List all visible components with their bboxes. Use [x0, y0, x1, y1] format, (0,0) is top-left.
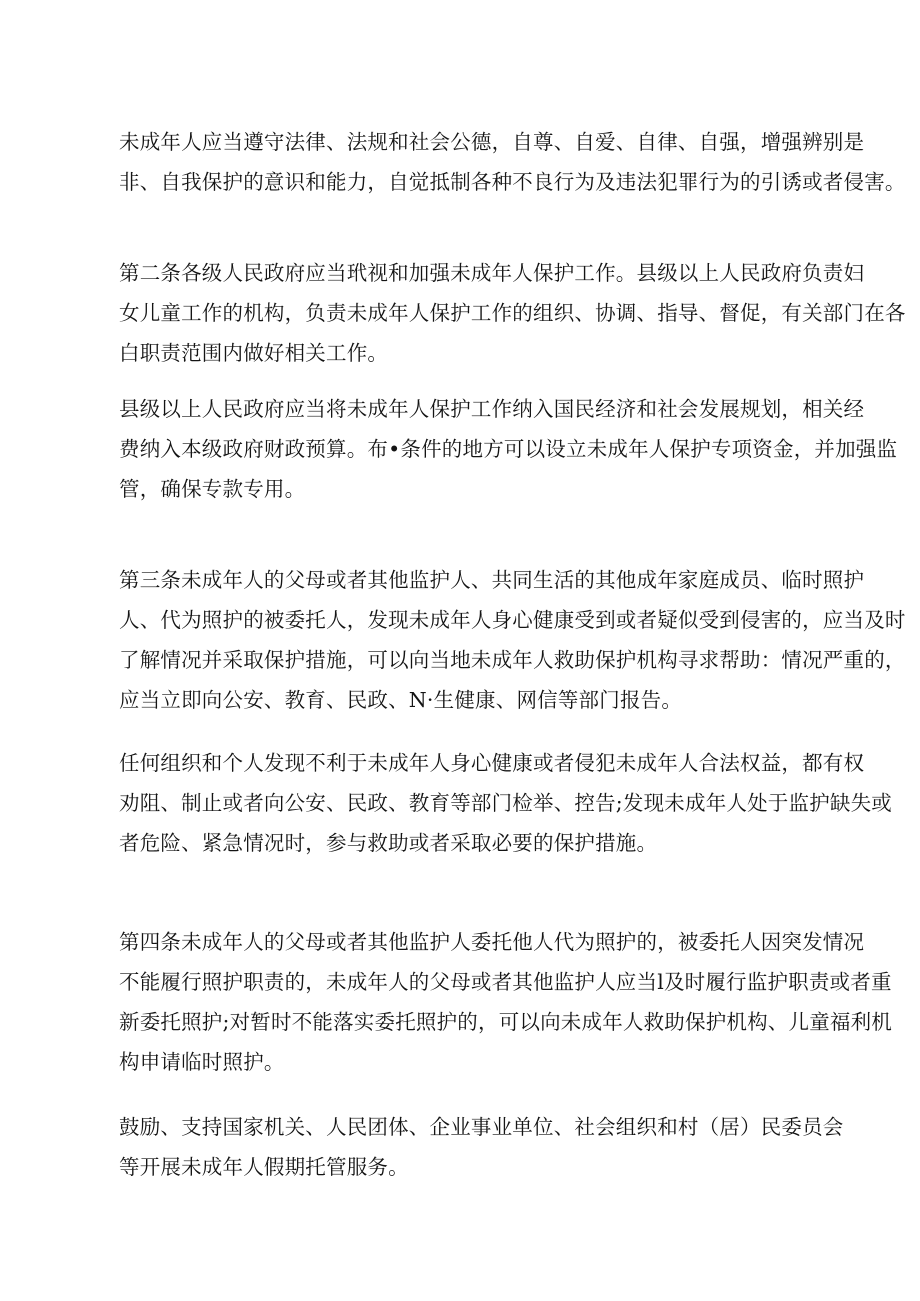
paragraph-county-budget: [78, 389, 898, 509]
text-line: 女儿童工作的机构，负责未成年人保护工作的组织、协调、指导、督促，有关部门在各: [119, 301, 906, 325]
text-line: 人、代为照护的被委托人，发现未成年人身心健康受到或者疑似受到侵害的，应当及时: [119, 608, 906, 632]
text-line: 不能履行照护职责的，未成年人的父母或者其他监护人应当l及时履行监护职责或者重: [119, 970, 892, 994]
text-line: 等开展未成年人假期托管服务。: [119, 1155, 409, 1179]
text-line: 未成年人应当遵守法律、法规和社会公德，自尊、自爱、自律、自强，增强辨别是: [119, 130, 865, 154]
document-page: [78, 0, 906, 1301]
paragraph-article-2: [78, 253, 906, 373]
text-line: 了解情况并采取保护措施，可以向当地未成年人救助保护机构寻求帮助：情况严重的，: [119, 648, 906, 672]
text-line: 鼓励、支持国家机关、人民团体、企业事业单位、社会组织和村（居）民委员会: [119, 1115, 844, 1139]
text-line: 者危险、紧急情况时，参与救助或者采取必要的保护措施。: [119, 831, 658, 855]
text-line: 构申请临时照护。: [119, 1050, 285, 1074]
text-line: 任何组织和个人发现不利于未成年人身心健康或者侵犯未成年人合法权益，都有权: [119, 751, 865, 775]
text-line: 县级以上人民政府应当将未成年人保护工作纳入国民经济和社会发展规划，相关经: [119, 397, 865, 421]
text-line: 费纳入本级政府财政预算。布•条件的地方可以设立未成年人保护专项资金，并加强监: [119, 437, 898, 461]
text-line: 第二条各级人民政府应当玳视和加强未成年人保护工作。县级以上人民政府负责妇: [119, 261, 865, 285]
text-line: 第三条未成年人的父母或者其他监护人、共同生活的其他成年家庭成员、临时照护: [119, 568, 865, 592]
paragraph-article-3: [78, 560, 906, 720]
text-line: 应当立即向公安、教育、民政、N·生健康、网信等部门报告。: [119, 688, 683, 712]
text-line: 新委托照护;对暂时不能落实委托照护的，可以向未成年人救助保护机构、儿童福利机: [119, 1010, 893, 1034]
paragraph-minors-obligations: [78, 122, 906, 202]
text-line: 非、自我保护的意识和能力，自觉抵制各种不良行为及违法犯罪行为的引诱或者侵害。: [119, 170, 906, 194]
text-line: 劝阻、制止或者向公安、民政、教育等部门检举、控告;发现未成年人处于监护缺失或: [119, 791, 893, 815]
paragraph-holiday-care: [78, 1107, 844, 1187]
text-line: 白职责范围内做好相关工作。: [119, 341, 389, 365]
paragraph-reporting: [78, 743, 893, 863]
text-line: 管，确保专款专用。: [119, 477, 306, 501]
paragraph-article-4: [78, 922, 893, 1082]
text-line: 第四条未成年人的父母或者其他监护人委托他人代为照护的，被委托人因突发情况: [119, 930, 865, 954]
